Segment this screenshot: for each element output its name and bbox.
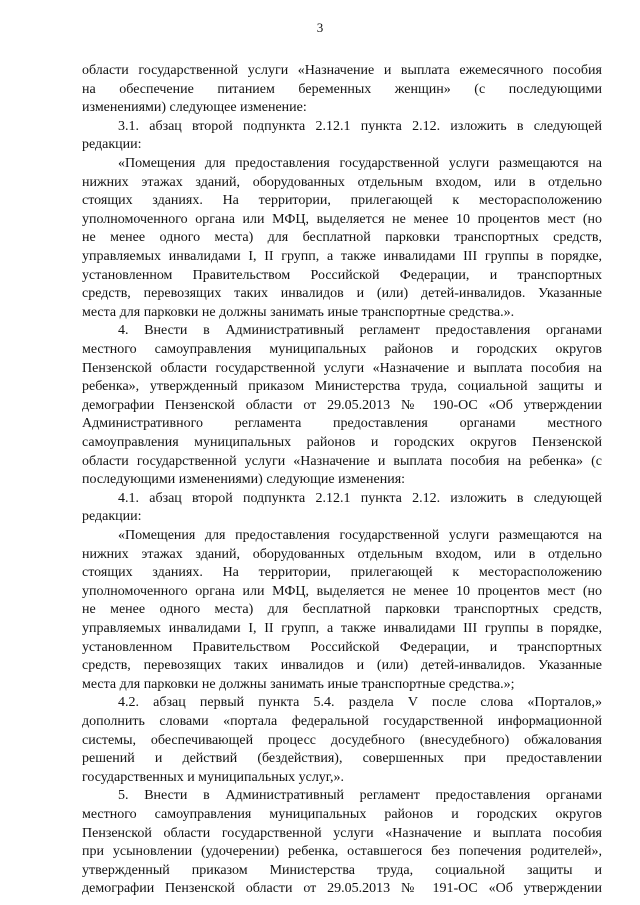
text-line: редакции: <box>82 509 142 525</box>
text-line: 5. Внести в Административный регламент предоставления органами <box>118 788 602 804</box>
text-line: стоящих зданиях. На территории, прилегающей к месторасположению <box>82 193 602 209</box>
text-line: нижних этажах зданий, оборудованных отдельным входом, или в отдельно <box>82 546 602 562</box>
text-line: системы, обеспечивающей процесс досудебного (внесудебного) обжалования <box>82 732 602 748</box>
text-line: стоящих зданиях. На территории, прилегающей к месторасположению <box>82 565 602 581</box>
text-line: «Помещения для предоставления государственной услуги размещаются на <box>118 156 602 171</box>
text-line: демографии Пензенской области от 29.05.2013 № 191-ОС «Об утверждении <box>82 881 602 897</box>
text-line: нижних этажах зданий, оборудованных отдельным входом, или в отдельно <box>82 174 602 190</box>
text-line: утвержденный приказом Министерства труда, социальной защиты и <box>82 862 602 878</box>
text-line: местного самоуправления муниципальных районов и городских округов <box>82 807 602 822</box>
text-line: установленном Правительством Российской Федерации, и транспортных <box>82 267 602 283</box>
text-line: управляемых инвалидами I, II групп, а также инвалидами III группы в порядке, <box>82 621 602 636</box>
text-line: ребенка», утвержденный приказом Министерства труда, социальной защиты и <box>82 379 602 395</box>
text-line: уполномоченного органа или МФЦ, выделяется не менее 10 процентов мест (но <box>82 583 602 599</box>
text-line: не менее одного места) для бесплатной парковки транспортных средств, <box>82 602 602 618</box>
page-number: 3 <box>316 20 324 35</box>
text-line: 4.1. абзац второй подпункта 2.12.1 пункта 2.12. изложить в следующей <box>118 490 602 506</box>
text-line: управляемых инвалидами I, II групп, а также инвалидами III группы в порядке, <box>82 249 602 264</box>
text-line: Пензенской области государственной услуги «Назначение и выплата пособия <box>82 825 602 841</box>
text-line: места для парковки не должны занимать иные транспортные средства.». <box>82 304 515 320</box>
text-line: места для парковки не должны занимать иные транспортные средства.»; <box>82 676 515 692</box>
text-line: средств, перевозящих таких инвалидов и (или) детей-инвалидов. Указанные <box>82 286 602 302</box>
text-line: области государственной услуги «Назначение и выплата ежемесячного пособия <box>82 63 602 78</box>
text-line: установленном Правительством Российской Федерации, и транспортных <box>82 639 602 655</box>
text-line: редакции: <box>82 137 142 153</box>
text-line: не менее одного места) для бесплатной парковки транспортных средств, <box>82 230 602 246</box>
text-line: уполномоченного органа или МФЦ, выделяется не менее 10 процентов мест (но <box>82 211 602 227</box>
text-line: решений и действий (бездействия), совершенных при предоставлении <box>82 751 602 767</box>
text-line: при усыновлении (удочерении) ребенка, оставшегося без попечения родителей», <box>82 844 602 860</box>
text-line: Административного регламента предоставления органами местного <box>82 416 602 432</box>
text-line: области государственной услуги «Назначение и выплата пособия на ребенка» (с <box>82 453 602 469</box>
text-line: изменениями) следующее изменение: <box>82 100 307 116</box>
text-line: дополнить словами «портала федеральной государственной информационной <box>82 714 602 729</box>
text-line: самоуправления муниципальных районов и городских округов Пензенской <box>82 435 602 450</box>
text-line: последующими изменениями) следующие изменения: <box>82 472 406 488</box>
text-line: 3.1. абзац второй подпункта 2.12.1 пункта 2.12. изложить в следующей <box>118 118 602 134</box>
text-line: средств, перевозящих таких инвалидов и (или) детей-инвалидов. Указанные <box>82 658 602 674</box>
text-line: «Помещения для предоставления государственной услуги размещаются на <box>118 528 602 543</box>
text-line: местного самоуправления муниципальных районов и городских округов <box>82 342 602 357</box>
text-line: 4.2. абзац первый пункта 5.4. раздела V после слова «Порталов,» <box>118 695 602 711</box>
text-line: Пензенской области государственной услуги «Назначение и выплата пособия на <box>82 360 602 376</box>
text-line: на обеспечение питанием беременных женщин» (с последующими <box>82 81 602 97</box>
text-line: 4. Внести в Административный регламент предоставления органами <box>118 323 602 339</box>
text-line: государственных и муниципальных услуг,». <box>82 769 344 785</box>
text-line: демографии Пензенской области от 29.05.2013 № 190-ОС «Об утверждении <box>82 397 602 413</box>
